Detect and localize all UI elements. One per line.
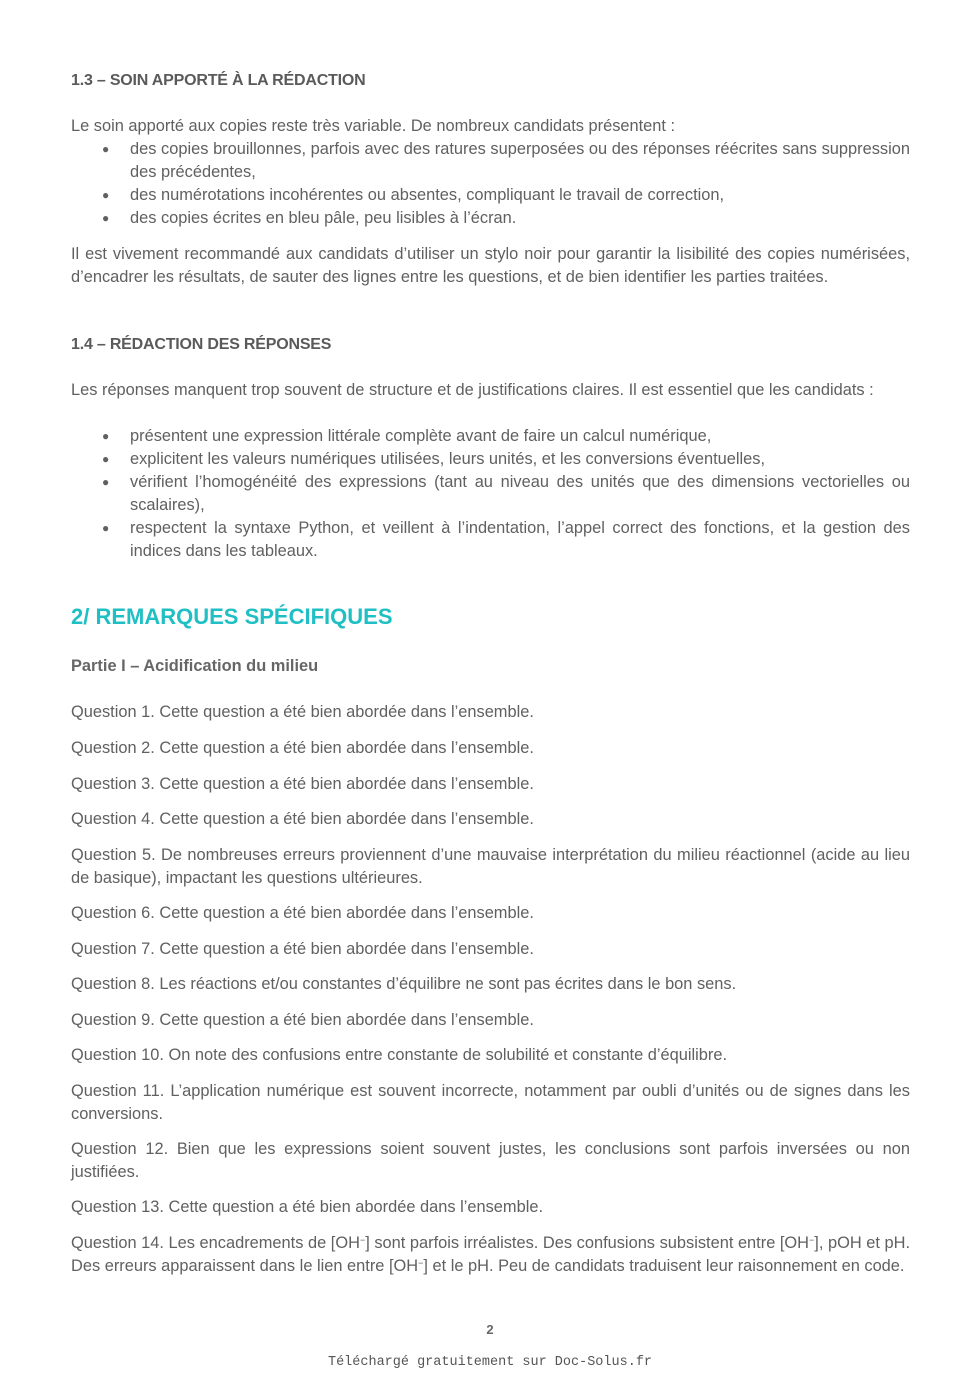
question-4: Question 4. Cette question a été bien abordée dans l’ensemble. [71,810,534,828]
bullet-icon: ● [102,429,110,443]
section-1-4-bullets [71,425,910,563]
bullet-icon: ● [102,211,110,225]
section-1-3-title: 1.3 – SOIN APPORTÉ À LA RÉDACTION [71,72,366,89]
list-item: ● vérifient l’homogénéité des expressions (tant au niveau des unités que des dimensions vectorielles ou scalaires), [102,473,910,514]
question-1: Question 1. Cette question a été bien abordée dans l’ensemble. [71,703,534,721]
question-7: Question 7. Cette question a été bien abordée dans l’ensemble. [71,940,534,958]
list-item: ● des copies brouillonnes, parfois avec des ratures superposées ou des réponses réécrites sans suppression des précédentes, [102,140,910,181]
bullet-icon: ● [102,521,110,535]
download-footer: Téléchargé gratuitement sur Doc-Solus.fr [327,1355,653,1370]
list-item: ● explicitent les valeurs numériques utilisées, leurs unités, et les conversions éventuelles, [71,448,910,471]
section-1-3-intro: Le soin apporté aux copies reste très variable. De nombreux candidats présentent : [71,117,676,135]
section-1-4-intro: Les réponses manquent trop souvent de structure et de justifications claires. Il est essentiel que les candidats : [71,381,874,399]
list-item: ● présentent une expression littérale complète avant de faire un calcul numérique, [71,425,910,448]
bullet-icon: ● [102,452,110,466]
question-2: Question 2. Cette question a été bien abordée dans l’ensemble. [71,739,534,757]
question-14: Question 14. Les encadrements de [OH−] sont parfois irréalistes. Des confusions subsistent entre [OH−], pOH et pH. Des erreurs apparaissent dans le lien entre [OH−] et le pH. Peu de candidats traduisent leur raisonnement en code. [71,1234,911,1275]
part-1-title: Partie I – Acidification du milieu [71,657,319,675]
question-11: Question 11. L’application numérique est souvent incorrecte, notamment par oubli d’unités ou de signes dans les conversions. [71,1082,910,1123]
question-6: Question 6. Cette question a été bien abordée dans l’ensemble. [71,904,534,922]
list-item: ● des numérotations incohérentes ou absentes, compliquant le travail de correction, [71,184,910,207]
question-13: Question 13. Cette question a été bien abordée dans l’ensemble. [71,1198,544,1216]
section-1-3-bullets [71,138,910,230]
section-1-3-conclusion: Il est vivement recommandé aux candidats d’utiliser un stylo noir pour garantir la lisibilité des copies numérisées, d’encadrer les résultats, de sauter des lignes entre les questions, et de bien identifier les parties traitées. [71,245,910,286]
question-12: Question 12. Bien que les expressions soient souvent justes, les conclusions sont parfois inversées ou non justifiées. [71,1140,910,1181]
bullet-icon: ● [102,188,110,202]
bullet-icon: ● [102,475,110,489]
question-3: Question 3. Cette question a été bien abordée dans l’ensemble. [71,775,534,793]
list-item: ● respectent la syntaxe Python, et veillent à l’indentation, l’appel correct des fonctions, et la gestion des indices dans les tableaux. [102,519,910,560]
list-item: ● des copies écrites en bleu pâle, peu lisibles à l’écran. [71,207,910,230]
section-1-4-title: 1.4 – RÉDACTION DES RÉPONSES [71,336,332,353]
section-2-title: 2/ REMARQUES SPÉCIFIQUES [71,604,393,629]
question-5: Question 5. De nombreuses erreurs proviennent d’une mauvaise interprétation du milieu réactionnel (acide au lieu de basique), impactant les questions ultérieures. [71,846,910,887]
bullet-icon: ● [102,142,110,156]
question-8: Question 8. Les réactions et/ou constantes d’équilibre ne sont pas écrites dans le bon sens. [71,975,737,993]
page-number: 2 [486,1322,494,1337]
question-9: Question 9. Cette question a été bien abordée dans l’ensemble. [71,1011,534,1029]
question-10: Question 10. On note des confusions entre constante de solubilité et constante d’équilibre. [71,1046,728,1064]
